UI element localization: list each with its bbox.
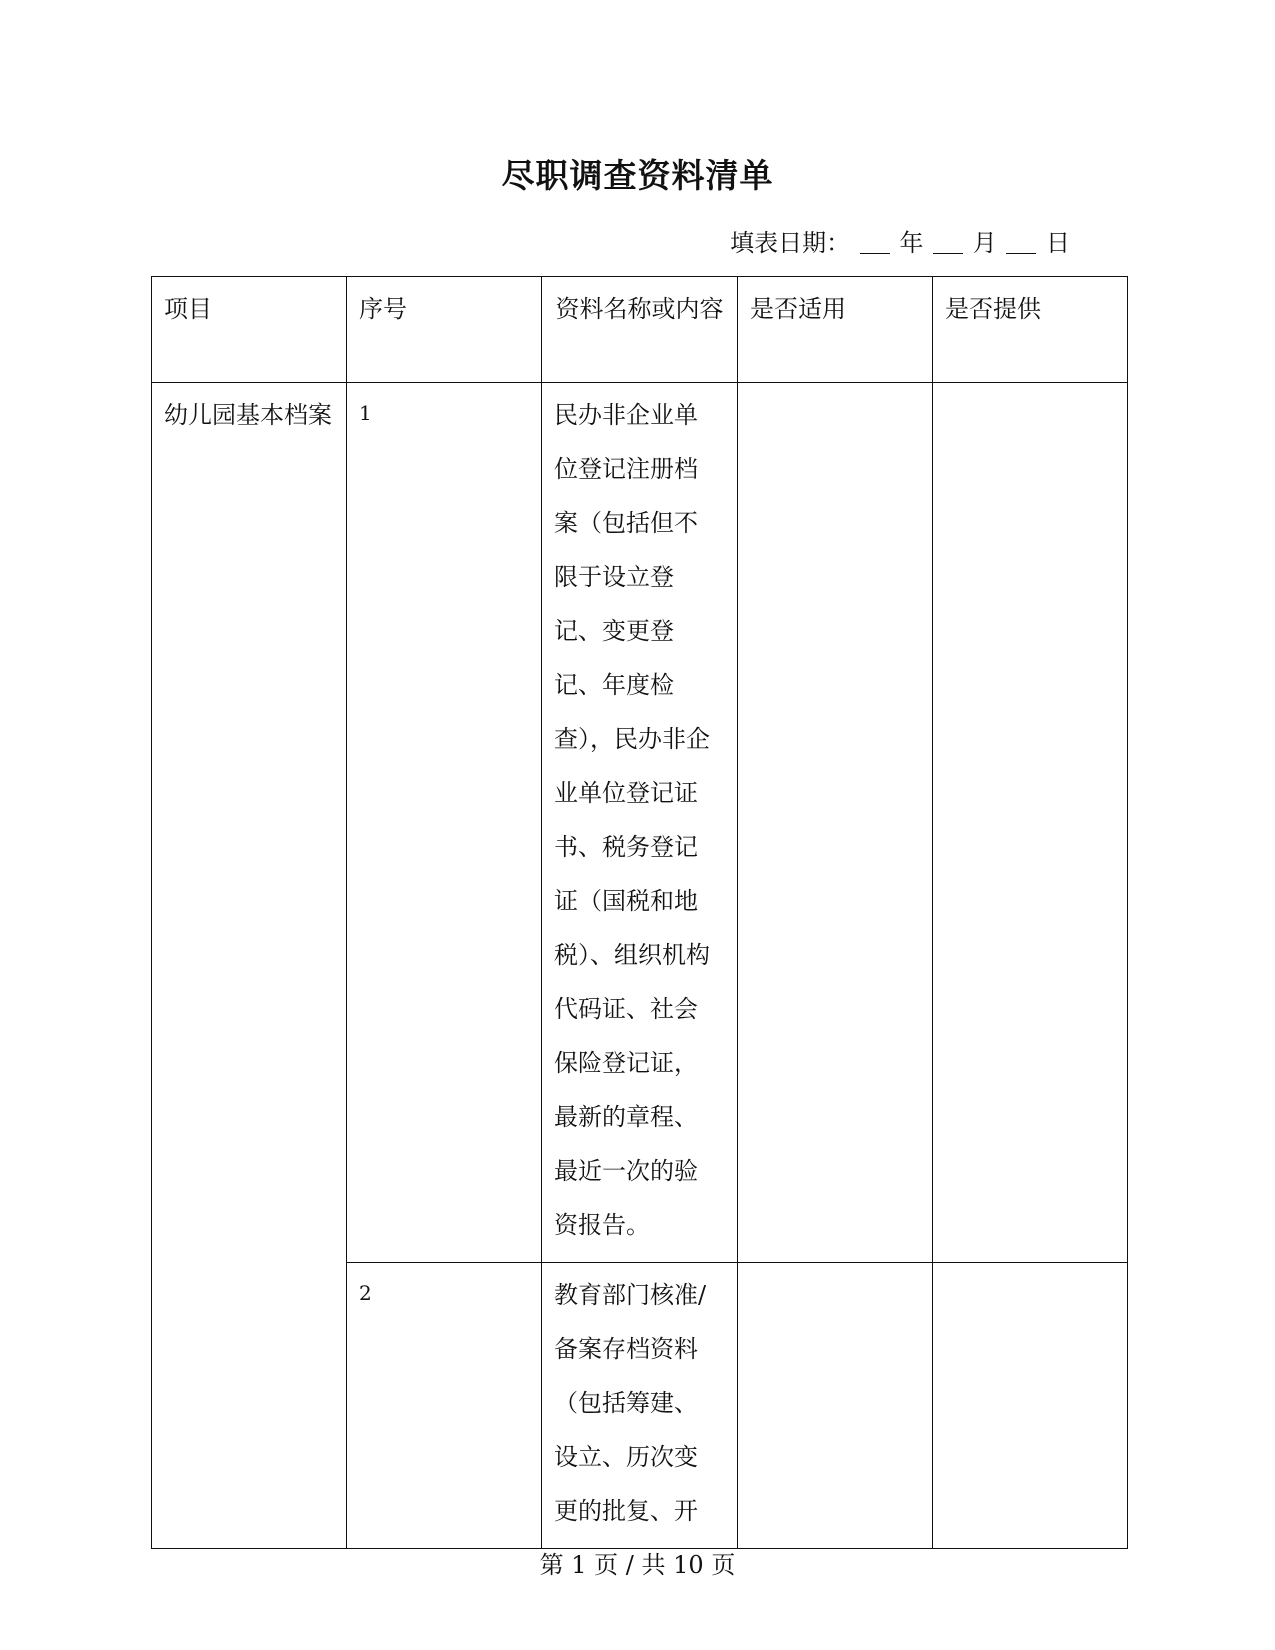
page-footer: 第 1 页 / 共 10 页 bbox=[539, 1551, 736, 1579]
header-content: 资料名称或内容 bbox=[542, 277, 738, 383]
month-blank[interactable] bbox=[933, 231, 963, 254]
row-content: 民办非企业单位登记注册档案（包括但不限于设立登记、变更登记、年度检查），民办非企业单位登记证书、税务登记证（国税和地税）、组织机构代码证、社会保险登记证，最新的章程、最近一次的验资报告。 bbox=[542, 383, 738, 1263]
header-provided: 是否提供 bbox=[933, 277, 1128, 383]
row-number: 2 bbox=[347, 1263, 542, 1549]
header-item: 项目 bbox=[152, 277, 347, 383]
year-label: 年 bbox=[899, 229, 924, 257]
table-header-row bbox=[152, 277, 1128, 383]
row-provided-cell[interactable] bbox=[933, 1263, 1128, 1549]
fill-date-label: 填表日期： bbox=[730, 229, 851, 257]
table-row bbox=[152, 383, 1128, 1263]
month-label: 月 bbox=[972, 229, 997, 257]
header-number: 序号 bbox=[347, 277, 542, 383]
row-number: 1 bbox=[347, 383, 542, 1263]
checklist-table bbox=[151, 276, 1128, 1549]
row-applicable-cell[interactable] bbox=[738, 1263, 933, 1549]
document-title: 尽职调查资料清单 bbox=[501, 156, 774, 195]
header-applicable: 是否适用 bbox=[738, 277, 933, 383]
day-label: 日 bbox=[1046, 229, 1070, 257]
row-content: 教育部门核准/备案存档资料（包括筹建、设立、历次变更的批复、开 bbox=[542, 1263, 738, 1549]
group-cell: 幼儿园基本档案 bbox=[152, 383, 347, 1549]
day-blank[interactable] bbox=[1006, 231, 1036, 254]
row-provided-cell[interactable] bbox=[933, 383, 1128, 1263]
row-applicable-cell[interactable] bbox=[738, 383, 933, 1263]
year-blank[interactable] bbox=[860, 231, 890, 254]
fill-date-line bbox=[730, 223, 1070, 258]
